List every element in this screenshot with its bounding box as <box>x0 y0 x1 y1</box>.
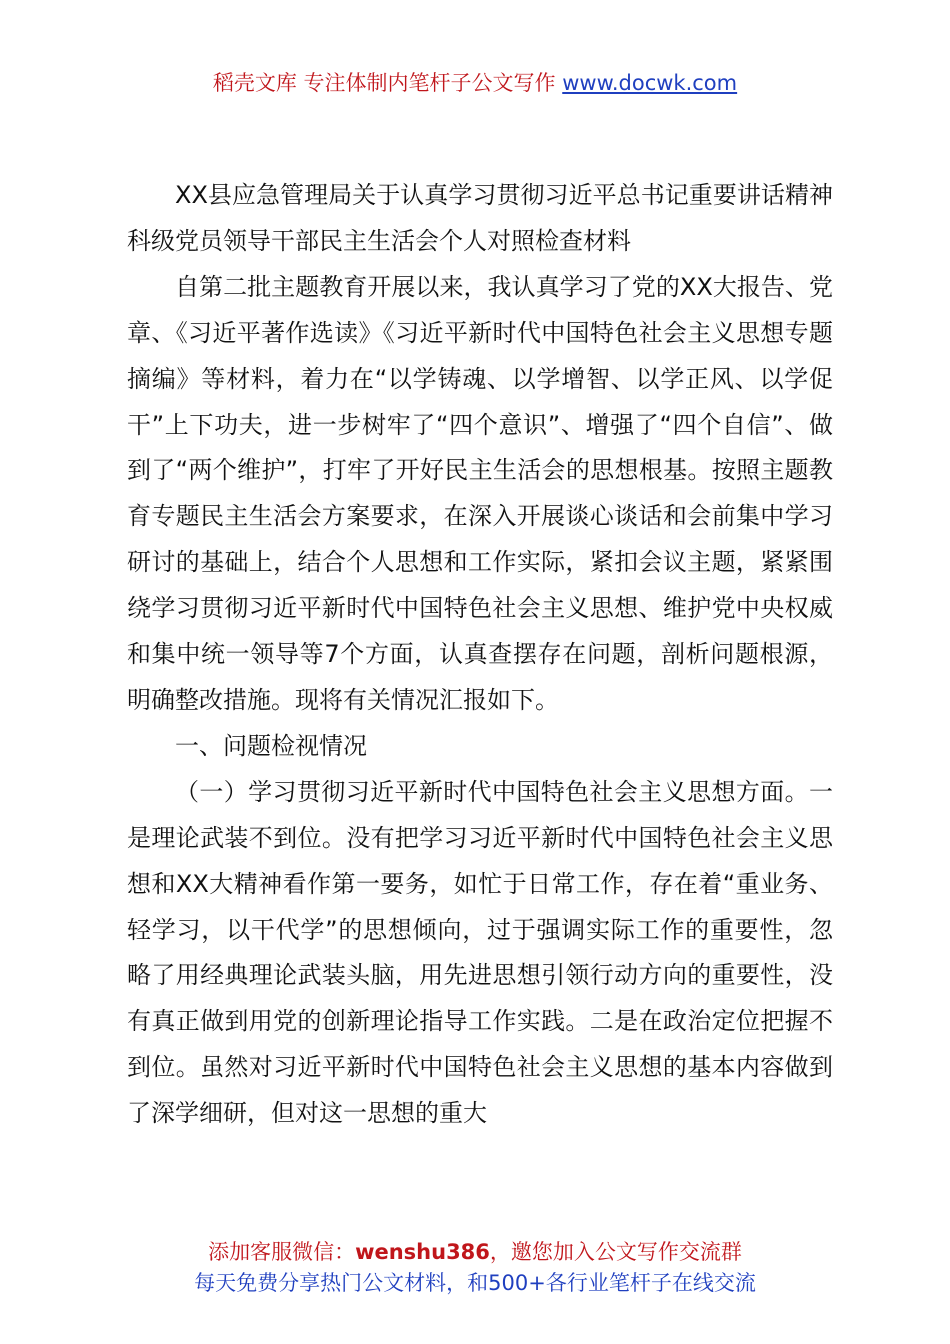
intro-paragraph: 自第二批主题教育开展以来，我认真学习了党的XX大报告、党章、《习近平著作选读》《习近平新时代中国特色社会主义思想专题摘编》等材料，着力在“以学铸魂、以学增智、以学正风、以学促干”上下功夫，进一步树牢了“四个意识”、增强了“四个自信”、做到了“两个维护”，打牢了开好民主生活会的思想根基。按照主题教育专题民主生活会方案要求，在深入开展谈心谈话和会前集中学习研讨的基础上，结合个人思想和工作实际，紧扣会议主题，紧紧围绕学习贯彻习近平新时代中国特色社会主义思想、维护党中央权威和集中统一领导等7个方面，认真查摆存在问题，剖析问题根源，明确整改措施。现将有关情况汇报如下。 <box>127 272 833 714</box>
footer-contact-line <box>0 1237 950 1268</box>
section-heading: 一、问题检视情况 <box>175 731 367 760</box>
site-link[interactable]: www.docwk.com <box>562 71 738 95</box>
footer-promo-line: 每天免费分享热门公文材料，和500+各行业笔杆子在线交流 <box>194 1271 756 1295</box>
document-title: XX县应急管理局关于认真学习贯彻习近平总书记重要讲话精神科级党员领导干部民主生活会个人对照检查材料 <box>127 181 833 255</box>
footer-contact-suffix: ，邀您加入公文写作交流群 <box>489 1240 742 1264</box>
wechat-id: wenshu386 <box>355 1240 490 1264</box>
subsection-paragraph: （一）学习贯彻习近平新时代中国特色社会主义思想方面。一是理论武装不到位。没有把学习习近平新时代中国特色社会主义思想和XX大精神看作第一要务，如忙于日常工作，存在着“重业务、轻学习，以干代学”的思想倾向，过于强调实际工作的重要性，忽略了用经典理论武装头脑，用先进思想引领行动方向的重要性，没有真正做到用党的创新理论指导工作实践。二是在政治定位把握不到位。虽然对习近平新时代中国特色社会主义思想的基本内容做到了深学细研，但对这一思想的重大 <box>127 777 833 1128</box>
footer-contact-prefix: 添加客服微信： <box>208 1240 356 1264</box>
document-body <box>127 173 833 1137</box>
page-footer <box>0 1237 950 1299</box>
brand-tagline: 稻壳文库 专注体制内笔杆子公文写作 <box>212 71 556 95</box>
page-header <box>0 68 950 98</box>
